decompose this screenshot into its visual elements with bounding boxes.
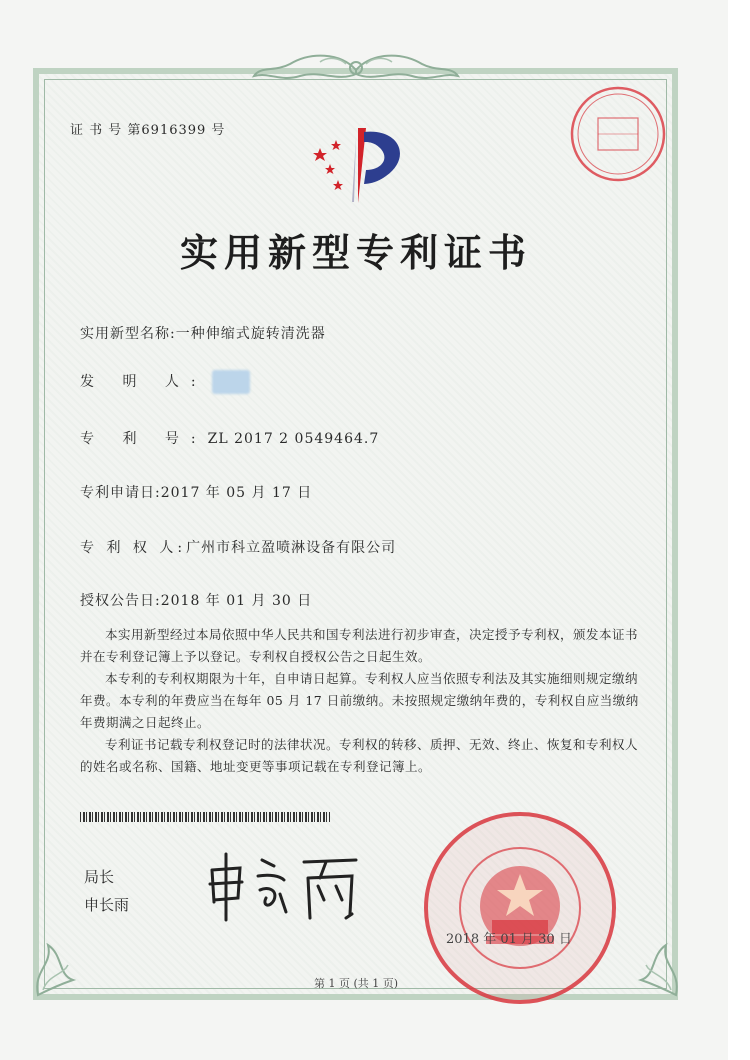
name-label: 实用新型名称: bbox=[80, 326, 176, 342]
body-text bbox=[80, 624, 640, 778]
director-title: 局长 bbox=[84, 868, 115, 886]
filing-date-value: 2017 年 05 月 17 日 bbox=[160, 485, 313, 501]
paragraph: 本实用新型经过本局依照中华人民共和国专利法进行初步审查，决定授予专利权，颁发本证书并在专利登记簿上予以登记。专利权自授权公告之日起生效。 bbox=[80, 627, 639, 664]
inventor-field bbox=[80, 370, 250, 394]
filing-date-field bbox=[80, 482, 312, 502]
tax-stamp-seal-icon bbox=[568, 84, 668, 184]
patent-number-label: 专 利 号: bbox=[80, 431, 208, 447]
grant-date-value: 2018 年 01 月 30 日 bbox=[160, 593, 313, 609]
seal-date: 2018 年 01 月 30 日 bbox=[446, 932, 572, 947]
page-edge bbox=[728, 0, 750, 1060]
director-name: 申长雨 bbox=[84, 896, 130, 914]
patent-number-field bbox=[80, 428, 379, 448]
signature-icon bbox=[200, 840, 370, 930]
inventor-label: 发 明 人: bbox=[80, 374, 208, 390]
grant-date-label: 授权公告日: bbox=[80, 593, 161, 609]
name-value: 一种伸缩式旋转清洗器 bbox=[175, 326, 326, 342]
holder-label: 专 利 权 人: bbox=[80, 540, 187, 556]
patent-office-emblem-icon bbox=[300, 118, 416, 208]
patent-number-value: ZL 2017 2 0549464.7 bbox=[207, 431, 380, 447]
certificate-title: 实用新型专利证书 bbox=[179, 230, 532, 275]
filing-date-label: 专利申请日: bbox=[80, 485, 161, 501]
holder-value: 广州市科立盈喷淋设备有限公司 bbox=[186, 540, 397, 556]
name-field bbox=[80, 323, 326, 343]
barcode bbox=[80, 812, 330, 822]
page-number: 第 1 页 (共 1 页) bbox=[313, 977, 399, 990]
grant-date-field bbox=[80, 590, 312, 610]
certificate-number: 证 书 号 第6916399 号 bbox=[70, 123, 226, 138]
paragraph: 专利证书记载专利权登记时的法律状况。专利权的转移、质押、无效、终止、恢复和专利权人的姓名或名称、国籍、地址变更等事项记载在专利登记簿上。 bbox=[80, 737, 639, 774]
paragraph: 本专利的专利权期限为十年，自申请日起算。专利权人应当依照专利法及其实施细则规定缴纳年费。本专利的年费应当在每年 05 月 17 日前缴纳。未按照规定缴纳年费的，专利权自应当缴纳年费期满之日起终止。 bbox=[80, 671, 639, 730]
top-ornament-icon bbox=[250, 50, 462, 90]
redacted-inventor bbox=[212, 370, 250, 394]
holder-field bbox=[80, 537, 396, 557]
